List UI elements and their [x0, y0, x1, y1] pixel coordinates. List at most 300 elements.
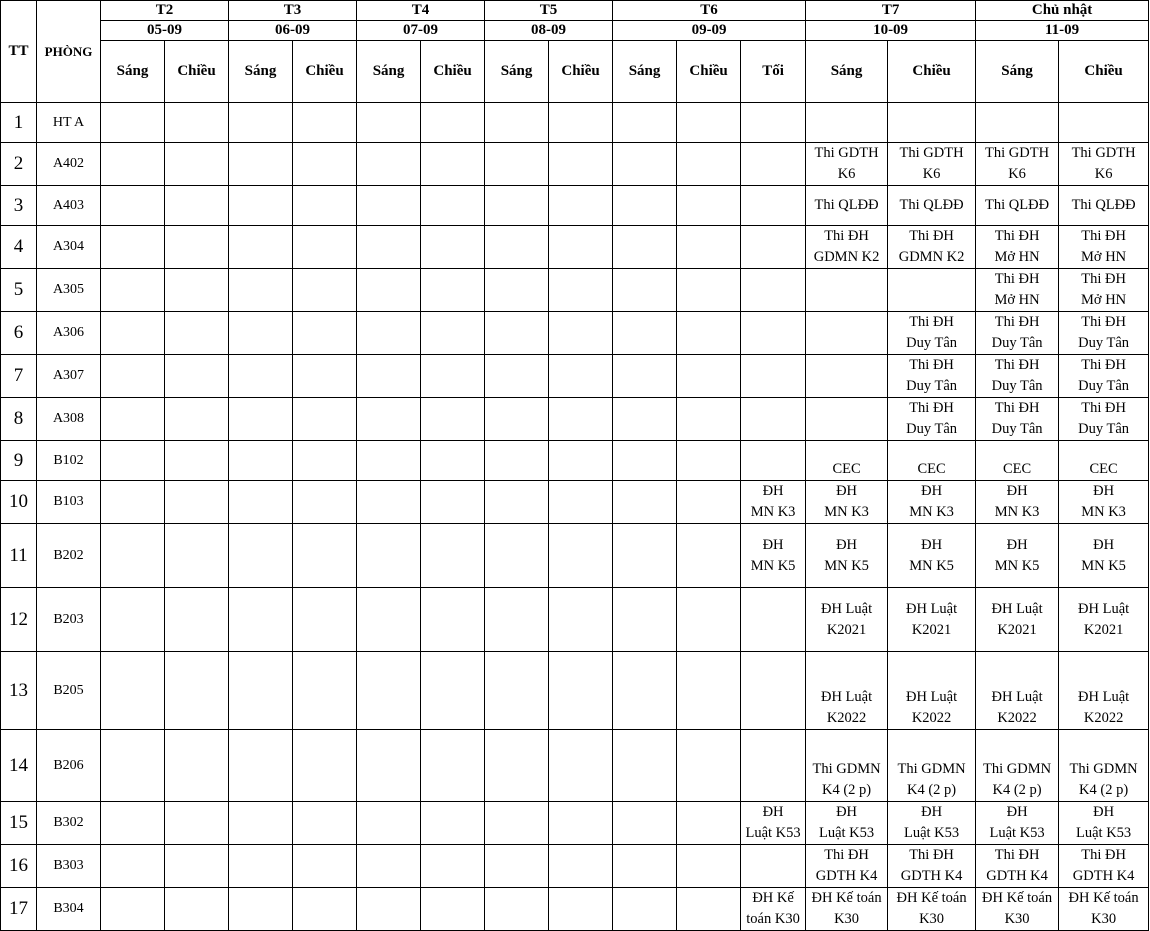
date-t3: 06-09 [229, 21, 357, 41]
schedule-cell: Thi ĐH GDMN K2 [888, 226, 976, 269]
schedule-cell: Thi ĐH Duy Tân [976, 312, 1059, 355]
room-name: B205 [37, 652, 101, 730]
day-cn: Chủ nhật [976, 1, 1149, 21]
schedule-cell [677, 588, 741, 652]
row-number: 7 [1, 355, 37, 398]
schedule-cell: CEC [888, 441, 976, 481]
schedule-cell [613, 355, 677, 398]
schedule-cell [677, 888, 741, 931]
schedule-cell [293, 845, 357, 888]
schedule-cell [677, 845, 741, 888]
row-number: 9 [1, 441, 37, 481]
schedule-cell: Thi QLĐĐ [1059, 186, 1149, 226]
schedule-cell [357, 312, 421, 355]
schedule-cell [101, 588, 165, 652]
schedule-cell: ĐH Luật K2022 [888, 652, 976, 730]
schedule-cell [613, 524, 677, 588]
schedule-cell [677, 226, 741, 269]
schedule-cell: Thi GDTH K6 [888, 143, 976, 186]
schedule-cell [165, 524, 229, 588]
schedule-cell [101, 652, 165, 730]
row-number: 13 [1, 652, 37, 730]
session-header: Sáng [976, 41, 1059, 103]
schedule-cell [485, 186, 549, 226]
schedule-cell: ĐH Luật K2021 [976, 588, 1059, 652]
schedule-cell: Thi ĐH Mở HN [976, 269, 1059, 312]
schedule-cell [421, 441, 485, 481]
schedule-cell: ĐH Luật K2021 [888, 588, 976, 652]
schedule-cell [357, 186, 421, 226]
session-header: Sáng [485, 41, 549, 103]
schedule-cell [549, 355, 613, 398]
schedule-cell [357, 269, 421, 312]
schedule-cell: Thi ĐH Duy Tân [1059, 312, 1149, 355]
schedule-cell: Thi ĐH Duy Tân [888, 398, 976, 441]
schedule-cell [101, 524, 165, 588]
row-number: 14 [1, 730, 37, 802]
schedule-cell [293, 143, 357, 186]
table-row [1, 355, 1149, 398]
schedule-cell [293, 355, 357, 398]
schedule-cell [485, 398, 549, 441]
schedule-cell: Thi GDTH K6 [976, 143, 1059, 186]
row-number: 12 [1, 588, 37, 652]
row-number: 15 [1, 802, 37, 845]
schedule-cell [101, 441, 165, 481]
schedule-cell [357, 398, 421, 441]
schedule-cell [485, 143, 549, 186]
schedule-cell: ĐH MN K5 [976, 524, 1059, 588]
schedule-cell [357, 524, 421, 588]
schedule-cell [101, 269, 165, 312]
schedule-cell [485, 269, 549, 312]
schedule-cell: ĐH Luật K2021 [806, 588, 888, 652]
schedule-cell [421, 588, 485, 652]
schedule-cell: Thi ĐH Duy Tân [976, 398, 1059, 441]
date-t5: 08-09 [485, 21, 613, 41]
session-header: Chiều [549, 41, 613, 103]
schedule-cell [421, 186, 485, 226]
row-number: 4 [1, 226, 37, 269]
schedule-cell [421, 398, 485, 441]
schedule-cell: Thi GDMN K4 (2 p) [888, 730, 976, 802]
schedule-cell [229, 355, 293, 398]
schedule-cell: Thi ĐH Duy Tân [976, 355, 1059, 398]
schedule-cell [677, 186, 741, 226]
schedule-cell [613, 226, 677, 269]
schedule-cell: ĐH MN K5 [1059, 524, 1149, 588]
schedule-cell [741, 355, 806, 398]
schedule-cell [741, 226, 806, 269]
schedule-cell [101, 802, 165, 845]
schedule-cell [293, 524, 357, 588]
schedule-cell [613, 103, 677, 143]
schedule-cell [293, 802, 357, 845]
date-t6: 09-09 [613, 21, 806, 41]
schedule-cell: ĐH Kế toán K30 [806, 888, 888, 931]
schedule-cell [421, 226, 485, 269]
schedule-cell [357, 143, 421, 186]
schedule-cell [549, 888, 613, 931]
schedule-cell [485, 441, 549, 481]
schedule-cell [165, 226, 229, 269]
date-cn: 11-09 [976, 21, 1149, 41]
schedule-cell [101, 226, 165, 269]
schedule-cell: ĐH Luật K53 [741, 802, 806, 845]
schedule-cell [165, 888, 229, 931]
schedule-cell [357, 652, 421, 730]
room-name: B302 [37, 802, 101, 845]
schedule-cell [741, 588, 806, 652]
schedule-cell [806, 312, 888, 355]
schedule-cell [613, 730, 677, 802]
schedule-cell [421, 845, 485, 888]
schedule-cell [165, 103, 229, 143]
schedule-cell [229, 802, 293, 845]
session-header: Chiều [165, 41, 229, 103]
schedule-cell [613, 269, 677, 312]
room-name: B206 [37, 730, 101, 802]
schedule-cell [613, 143, 677, 186]
schedule-cell: CEC [806, 441, 888, 481]
schedule-cell [229, 312, 293, 355]
table-row [1, 802, 1149, 845]
schedule-cell [293, 186, 357, 226]
schedule-cell [421, 355, 485, 398]
schedule-cell [741, 143, 806, 186]
schedule-cell: Thi GDTH K6 [1059, 143, 1149, 186]
table-row [1, 226, 1149, 269]
date-t4: 07-09 [357, 21, 485, 41]
row-number: 6 [1, 312, 37, 355]
schedule-cell [101, 355, 165, 398]
schedule-cell: ĐH MN K5 [888, 524, 976, 588]
table-row [1, 143, 1149, 186]
schedule-cell [101, 845, 165, 888]
room-name: A305 [37, 269, 101, 312]
schedule-cell: ĐH Luật K53 [1059, 802, 1149, 845]
room-name: HT A [37, 103, 101, 143]
schedule-cell [165, 481, 229, 524]
table-row [1, 103, 1149, 143]
schedule-cell [357, 355, 421, 398]
room-name: A402 [37, 143, 101, 186]
schedule-cell: ĐH MN K5 [741, 524, 806, 588]
schedule-cell [485, 652, 549, 730]
schedule-cell [741, 103, 806, 143]
schedule-cell [976, 103, 1059, 143]
schedule-cell: Thi ĐH GDTH K4 [976, 845, 1059, 888]
schedule-cell [421, 312, 485, 355]
table-row [1, 481, 1149, 524]
schedule-cell [613, 588, 677, 652]
schedule-cell [549, 226, 613, 269]
schedule-cell: Thi GDTH K6 [806, 143, 888, 186]
schedule-cell [806, 355, 888, 398]
table-row [1, 269, 1149, 312]
room-name: A304 [37, 226, 101, 269]
schedule-cell: ĐH MN K3 [888, 481, 976, 524]
schedule-cell [677, 143, 741, 186]
schedule-cell [165, 730, 229, 802]
schedule-cell [677, 730, 741, 802]
schedule-cell [357, 730, 421, 802]
schedule-cell [165, 802, 229, 845]
row-number: 16 [1, 845, 37, 888]
schedule-cell [549, 481, 613, 524]
schedule-cell [229, 588, 293, 652]
schedule-cell: Thi ĐH GDTH K4 [1059, 845, 1149, 888]
table-row [1, 312, 1149, 355]
room-name: B304 [37, 888, 101, 931]
schedule-cell [677, 355, 741, 398]
schedule-cell [229, 398, 293, 441]
schedule-cell [806, 398, 888, 441]
schedule-cell [677, 398, 741, 441]
schedule-cell [165, 355, 229, 398]
schedule-cell [549, 269, 613, 312]
schedule-cell [421, 103, 485, 143]
schedule-cell: ĐH Kế toán K30 [1059, 888, 1149, 931]
room-name: B103 [37, 481, 101, 524]
schedule-cell: Thi GDMN K4 (2 p) [1059, 730, 1149, 802]
schedule-cell [357, 802, 421, 845]
schedule-cell [613, 186, 677, 226]
schedule-cell [421, 652, 485, 730]
schedule-cell [485, 226, 549, 269]
schedule-cell [613, 888, 677, 931]
schedule-cell [229, 845, 293, 888]
table-row [1, 186, 1149, 226]
session-header: Chiều [888, 41, 976, 103]
schedule-cell [101, 103, 165, 143]
table-row [1, 398, 1149, 441]
table-row [1, 524, 1149, 588]
day-t3: T3 [229, 1, 357, 21]
schedule-cell: ĐH Luật K2022 [976, 652, 1059, 730]
schedule-cell [485, 312, 549, 355]
session-header: Chiều [293, 41, 357, 103]
schedule-cell: ĐH Kế toán K30 [888, 888, 976, 931]
schedule-cell: Thi ĐH Mở HN [976, 226, 1059, 269]
table-row [1, 652, 1149, 730]
schedule-cell: ĐH MN K3 [806, 481, 888, 524]
schedule-cell: ĐH Luật K2022 [1059, 652, 1149, 730]
room-name: A308 [37, 398, 101, 441]
schedule-cell: ĐH Luật K2022 [806, 652, 888, 730]
schedule-cell [357, 588, 421, 652]
schedule-cell [549, 524, 613, 588]
schedule-cell [677, 312, 741, 355]
schedule-cell [741, 398, 806, 441]
schedule-cell [229, 269, 293, 312]
schedule-cell: Thi QLĐĐ [806, 186, 888, 226]
schedule-cell [888, 103, 976, 143]
schedule-cell [613, 481, 677, 524]
schedule-cell [485, 888, 549, 931]
schedule-cell [485, 802, 549, 845]
schedule-cell [677, 652, 741, 730]
schedule-cell [101, 312, 165, 355]
schedule-cell [613, 652, 677, 730]
schedule-cell [101, 730, 165, 802]
schedule-cell [549, 398, 613, 441]
schedule-cell: Thi QLĐĐ [888, 186, 976, 226]
schedule-cell [165, 398, 229, 441]
schedule-cell [549, 802, 613, 845]
schedule-cell [485, 730, 549, 802]
schedule-cell [806, 103, 888, 143]
schedule-cell [677, 481, 741, 524]
schedule-cell [165, 143, 229, 186]
schedule-cell: Thi ĐH Mở HN [1059, 269, 1149, 312]
date-t2: 05-09 [101, 21, 229, 41]
schedule-cell [229, 441, 293, 481]
schedule-cell [741, 845, 806, 888]
schedule-cell [101, 398, 165, 441]
schedule-cell [357, 481, 421, 524]
schedule-cell [229, 143, 293, 186]
schedule-cell: ĐH Kế toán K30 [976, 888, 1059, 931]
schedule-cell: Thi ĐH GDMN K2 [806, 226, 888, 269]
room-name: B203 [37, 588, 101, 652]
schedule-cell [485, 355, 549, 398]
schedule-cell: Thi ĐH GDTH K4 [888, 845, 976, 888]
day-t6: T6 [613, 1, 806, 21]
row-number: 11 [1, 524, 37, 588]
row-number: 1 [1, 103, 37, 143]
schedule-cell [549, 845, 613, 888]
session-header: Sáng [357, 41, 421, 103]
schedule-cell [888, 269, 976, 312]
schedule-cell [101, 481, 165, 524]
session-header: Chiều [677, 41, 741, 103]
schedule-cell [613, 441, 677, 481]
schedule-cell: CEC [976, 441, 1059, 481]
schedule-cell [229, 103, 293, 143]
schedule-cell: Thi ĐH GDTH K4 [806, 845, 888, 888]
row-number: 5 [1, 269, 37, 312]
session-header: Sáng [229, 41, 293, 103]
header-tt: TT [1, 1, 37, 103]
schedule-cell [485, 588, 549, 652]
schedule-cell [741, 312, 806, 355]
schedule-cell: Thi QLĐĐ [976, 186, 1059, 226]
schedule-cell: ĐH MN K3 [1059, 481, 1149, 524]
schedule-cell [741, 441, 806, 481]
schedule-cell: ĐH MN K5 [806, 524, 888, 588]
schedule-cell [485, 103, 549, 143]
schedule-cell [165, 845, 229, 888]
session-header: Chiều [421, 41, 485, 103]
schedule-cell [613, 802, 677, 845]
schedule-cell: ĐH Luật K53 [888, 802, 976, 845]
schedule-cell [421, 730, 485, 802]
schedule-cell [229, 186, 293, 226]
schedule-cell [229, 730, 293, 802]
schedule-cell [229, 481, 293, 524]
schedule-cell [293, 103, 357, 143]
schedule-cell [549, 312, 613, 355]
schedule-cell [229, 226, 293, 269]
schedule-cell [165, 652, 229, 730]
schedule-cell [293, 588, 357, 652]
row-number: 3 [1, 186, 37, 226]
schedule-cell [613, 398, 677, 441]
schedule-cell: ĐH Luật K53 [976, 802, 1059, 845]
schedule-cell [165, 269, 229, 312]
schedule-cell [741, 269, 806, 312]
room-name: A307 [37, 355, 101, 398]
schedule-cell: Thi ĐH Duy Tân [1059, 398, 1149, 441]
schedule-cell [806, 269, 888, 312]
schedule-cell [165, 312, 229, 355]
schedule-cell [101, 186, 165, 226]
schedule-cell [293, 730, 357, 802]
schedule-cell [549, 441, 613, 481]
room-name: B202 [37, 524, 101, 588]
schedule-cell [101, 888, 165, 931]
schedule-cell: Thi ĐH Duy Tân [1059, 355, 1149, 398]
day-t5: T5 [485, 1, 613, 21]
schedule-cell [549, 588, 613, 652]
schedule-cell [741, 730, 806, 802]
schedule-cell [293, 481, 357, 524]
schedule-cell [293, 398, 357, 441]
schedule-cell [677, 269, 741, 312]
schedule-cell [677, 441, 741, 481]
schedule-cell: Thi ĐH Duy Tân [888, 355, 976, 398]
schedule-cell [293, 652, 357, 730]
schedule-cell [357, 441, 421, 481]
day-t4: T4 [357, 1, 485, 21]
schedule-cell [293, 441, 357, 481]
schedule-cell [421, 802, 485, 845]
table-row [1, 441, 1149, 481]
schedule-cell [165, 186, 229, 226]
schedule-cell [485, 524, 549, 588]
room-name: A306 [37, 312, 101, 355]
row-number: 10 [1, 481, 37, 524]
schedule-cell [357, 226, 421, 269]
day-t2: T2 [101, 1, 229, 21]
schedule-cell [165, 441, 229, 481]
session-header: Sáng [806, 41, 888, 103]
schedule-cell [549, 143, 613, 186]
schedule-cell: Thi ĐH Duy Tân [888, 312, 976, 355]
date-t7: 10-09 [806, 21, 976, 41]
schedule-cell [549, 186, 613, 226]
row-number: 2 [1, 143, 37, 186]
schedule-cell [421, 524, 485, 588]
schedule-cell [101, 143, 165, 186]
schedule-cell [421, 143, 485, 186]
session-header: Sáng [613, 41, 677, 103]
room-name: A403 [37, 186, 101, 226]
table-row [1, 588, 1149, 652]
schedule-cell [229, 888, 293, 931]
schedule-cell: Thi GDMN K4 (2 p) [806, 730, 888, 802]
schedule-cell [677, 103, 741, 143]
schedule-cell [741, 652, 806, 730]
schedule-cell [229, 524, 293, 588]
session-header: Sáng [101, 41, 165, 103]
row-number: 17 [1, 888, 37, 931]
table-row [1, 730, 1149, 802]
schedule-cell [485, 845, 549, 888]
session-header: Tối [741, 41, 806, 103]
day-t7: T7 [806, 1, 976, 21]
